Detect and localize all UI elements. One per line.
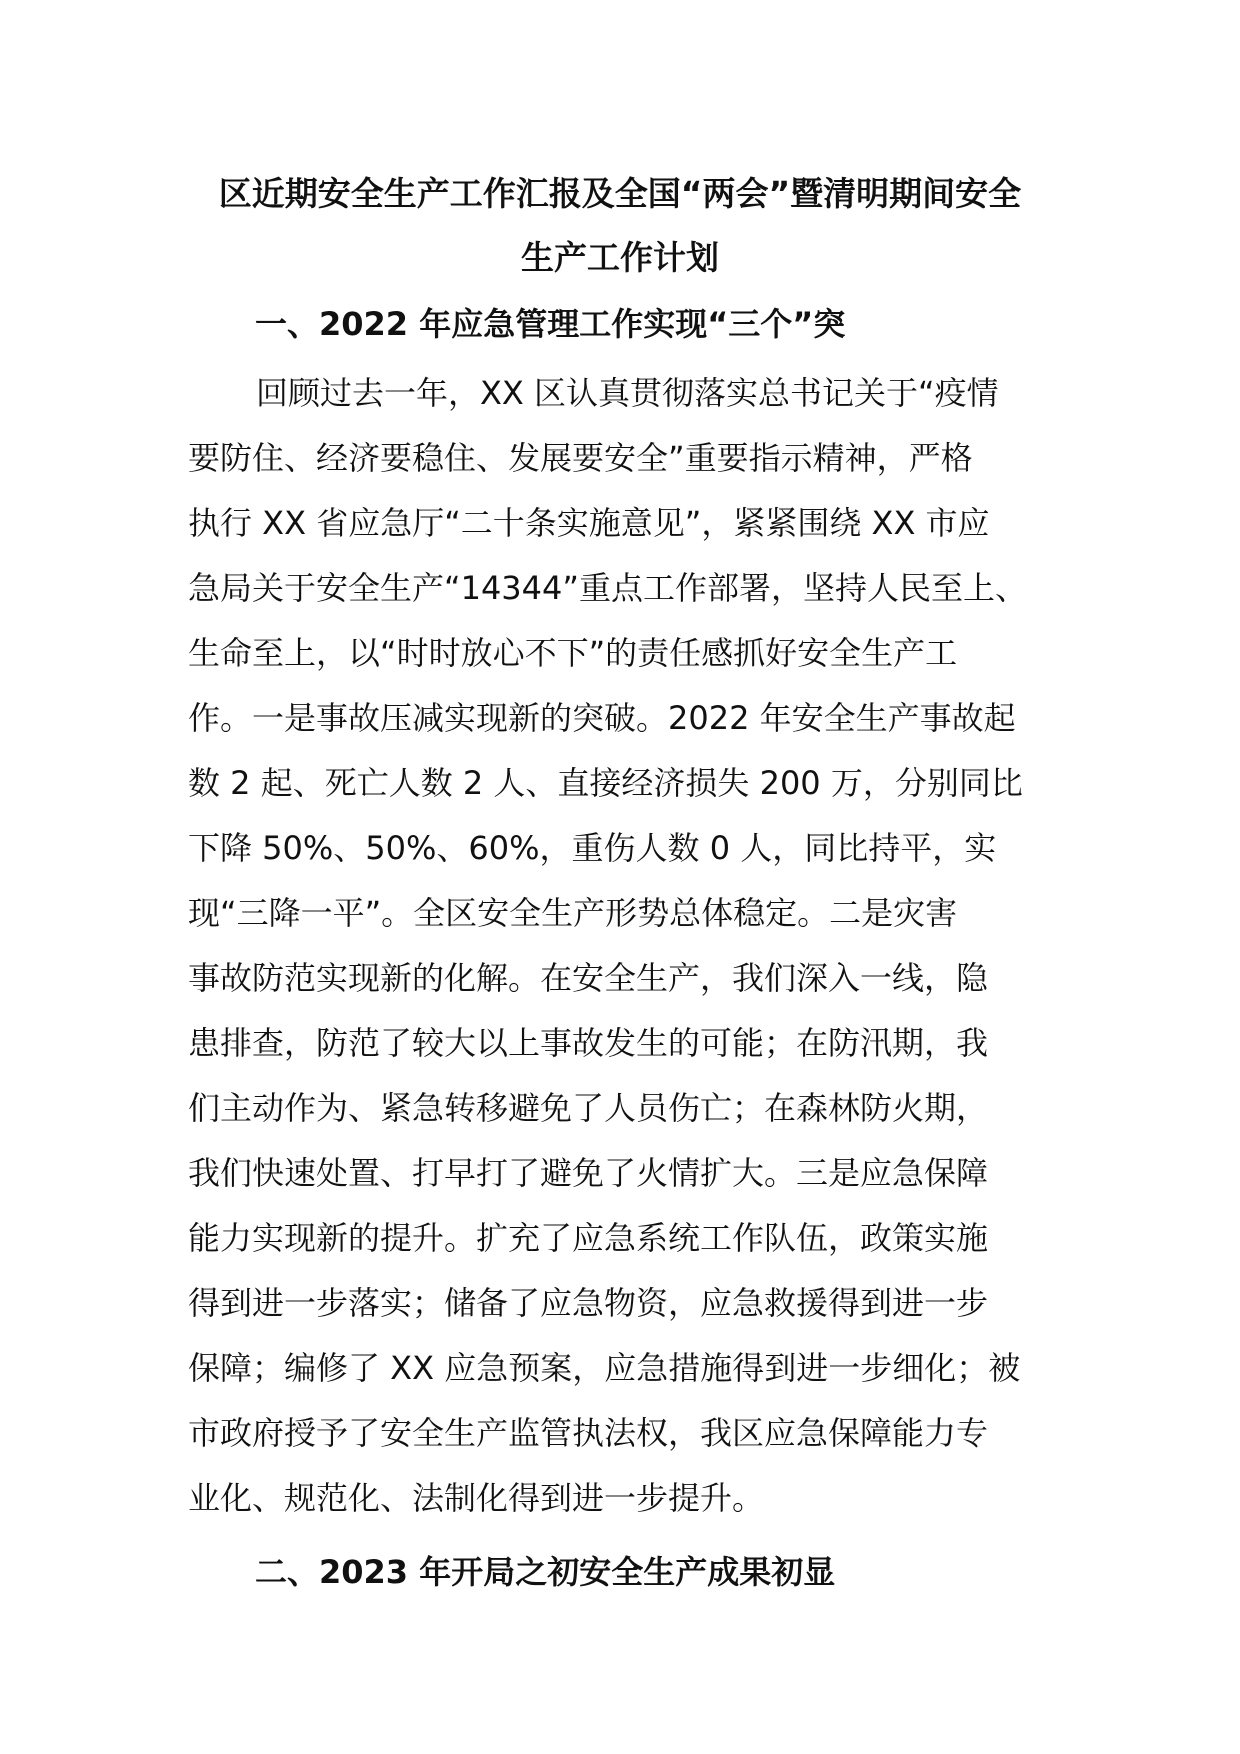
section-heading-1: 一、2022 年应急管理工作实现“三个”突 xyxy=(255,305,846,343)
paragraph-line: 数 2 起、死亡人数 2 人、直接经济损失 200 万，分别同比 xyxy=(188,764,1023,802)
paragraph-line: 要防住、经济要稳住、发展要安全”重要指示精神，严格 xyxy=(188,439,973,477)
body-paragraph xyxy=(188,370,1088,1540)
paragraph-line: 生命至上，以“时时放心不下”的责任感抓好安全生产工 xyxy=(188,634,958,672)
paragraph-line: 作。一是事故压减实现新的突破。2022 年安全生产事故起 xyxy=(188,699,1016,737)
paragraph-line: 保障；编修了 XX 应急预案，应急措施得到进一步细化；被 xyxy=(188,1349,1021,1387)
paragraph-line: 现“三降一平”。全区安全生产形势总体稳定。二是灾害 xyxy=(188,894,958,932)
paragraph-line: 市政府授予了安全生产监管执法权，我区应急保障能力专 xyxy=(188,1414,989,1452)
paragraph-line: 执行 XX 省应急厅“二十条实施意见”，紧紧围绕 XX 市应 xyxy=(188,504,990,542)
paragraph-line: 得到进一步落实；储备了应急物资，应急救援得到进一步 xyxy=(188,1284,989,1322)
paragraph-line: 患排查，防范了较大以上事故发生的可能；在防汛期，我 xyxy=(188,1024,989,1062)
paragraph-line: 们主动作为、紧急转移避免了人员伤亡；在森林防火期， xyxy=(188,1089,989,1127)
paragraph-line: 我们快速处置、打早打了避免了火情扩大。三是应急保障 xyxy=(188,1154,989,1192)
document-title-line-1: 区近期安全生产工作汇报及全国“两会”暨清明期间安全 xyxy=(218,174,1022,213)
paragraph-line: 能力实现新的提升。扩充了应急系统工作队伍，政策实施 xyxy=(188,1219,989,1257)
paragraph-line: 回顾过去一年，XX 区认真贯彻落实总书记关于“疫情 xyxy=(256,374,999,412)
paragraph-line: 事故防范实现新的化解。在安全生产，我们深入一线，隐 xyxy=(188,959,989,997)
paragraph-line: 业化、规范化、法制化得到进一步提升。 xyxy=(188,1479,765,1517)
document-title-line-2: 生产工作计划 xyxy=(521,238,719,277)
paragraph-line: 下降 50%、50%、60%，重伤人数 0 人，同比持平，实 xyxy=(188,829,997,867)
section-heading-2: 二、2023 年开局之初安全生产成果初显 xyxy=(255,1553,836,1591)
paragraph-line: 急局关于安全生产“14344”重点工作部署，坚持人民至上、 xyxy=(188,569,1027,607)
